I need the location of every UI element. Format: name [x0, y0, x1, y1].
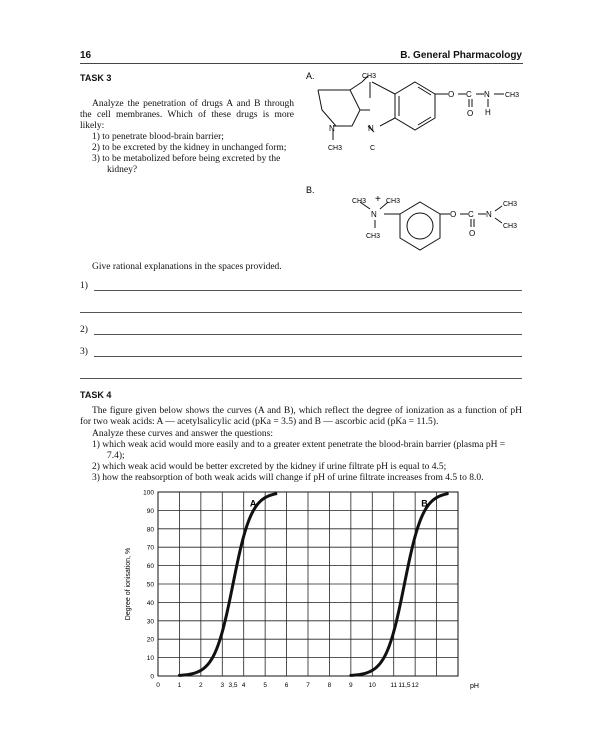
structure-a-diagram: [300, 68, 530, 163]
x-tick-label: 9: [349, 682, 353, 689]
task3-question-1: 1) to penetrate blood-brain barrier;: [92, 132, 224, 142]
x-tick-label: 12: [411, 682, 419, 689]
x-tick-label: 4: [241, 682, 246, 689]
answer-1-line-2[interactable]: [80, 312, 522, 313]
structure-a-atom-ch3-bottom: CH3: [328, 145, 343, 152]
structure-b-atom-plus: +: [375, 194, 381, 205]
y-tick-label: 50: [146, 581, 154, 589]
structure-b-atom-n: N: [486, 210, 492, 219]
x-tick-label: 11,5: [398, 682, 411, 689]
x-tick-label: 2: [199, 682, 203, 689]
series-b-label: B: [421, 498, 428, 509]
x-tick-label: 8: [327, 682, 332, 689]
structure-a-atom-ch3-top: CH3: [362, 73, 377, 80]
task3-intro: Analyze the penetration of drugs A and B through the cell membranes. Which of these drugs is more likely:: [80, 99, 294, 131]
structure-a-atom-ch3-right: CH3: [505, 92, 520, 99]
task4-question-2: 2) which weak acid would be better excreted by the kidney if urine filtrate pH is equal to 4.5;: [92, 462, 447, 472]
structure-b-label: B.: [306, 185, 315, 195]
structure-a-atom-n: N: [484, 90, 490, 99]
answer-3-number: 3): [80, 347, 88, 357]
structure-a-atom-n-left: N: [329, 124, 335, 133]
y-tick-label: 0: [150, 673, 154, 681]
structure-b-atom-ch3-mid: CH3: [386, 198, 401, 205]
task4-question-1: 1) which weak acid would more easily and to a greater extent penetrate the blood-brain barrier (plasma pH = 7.4);: [92, 440, 506, 461]
x-tick-label: 11: [390, 682, 398, 689]
y-tick-label: 30: [146, 618, 154, 626]
structure-b-atom-n-plus: N: [371, 210, 377, 219]
x-axis-label: pH: [470, 683, 479, 690]
x-tick-label: 5: [263, 682, 267, 689]
y-tick-label: 60: [146, 563, 154, 571]
y-axis-label: Degree of ionisation, %: [125, 547, 132, 621]
structure-b-atom-o: O: [450, 210, 457, 219]
ionisation-chart: [118, 484, 500, 700]
task4-intro: The figure given below shows the curves (A and B), which reflect the degree of ionization as a function of pH for two weak acids: A — acetylsalicylic acid (pKa = 3.5) and B — ascorbic acid (pKa = 11.5).: [80, 406, 522, 427]
structure-b-atom-ch3-down: CH3: [503, 223, 518, 230]
page-number: 16: [80, 50, 92, 61]
structure-b-atom-ch3-left: CH3: [352, 198, 367, 205]
series-a-label: A: [249, 498, 257, 509]
section-title: B. General Pharmacology: [400, 50, 522, 61]
series-a-line: [179, 494, 275, 676]
task3-question-list: [92, 132, 294, 176]
task4-question-list: [92, 440, 522, 484]
structure-a-atom-h: H: [485, 108, 491, 117]
structure-a-label: A.: [306, 71, 315, 81]
x-tick-label: 1: [177, 682, 182, 689]
y-tick-label: 40: [146, 599, 154, 607]
structure-b-diagram: [300, 182, 530, 267]
task4-title: TASK 4: [80, 390, 112, 400]
y-tick-label: 20: [146, 636, 154, 644]
x-tick-label: 7: [306, 682, 310, 689]
y-tick-label: 80: [146, 526, 154, 534]
y-tick-label: 100: [143, 489, 154, 497]
structure-a-atom-o-double: O: [467, 109, 474, 118]
answer-1-number: 1): [80, 281, 88, 291]
structure-b-atom-ch3-bottom: CH3: [366, 233, 381, 240]
y-tick-label: 90: [146, 507, 154, 515]
structure-a-atom-o: O: [448, 90, 455, 99]
x-tick-label: 3,5: [228, 682, 238, 689]
answer-2-line[interactable]: [94, 334, 522, 335]
y-tick-label: 70: [146, 544, 154, 552]
task4-question-3: 3) how the reabsorption of both weak acids will change if pH of urine filtrate increases from 4.5 to 8.0.: [92, 473, 484, 483]
series-b-line: [351, 494, 447, 676]
structure-b-atom-ch3-up: CH3: [503, 201, 518, 208]
structure-a-atom-c-bottom: C: [370, 145, 376, 152]
x-tick-label: 0: [156, 682, 160, 689]
answer-2-number: 2): [80, 325, 88, 335]
x-tick-label: 10: [368, 682, 376, 689]
task4-lead: Analyze these curves and answer the questions:: [92, 429, 273, 439]
task3-title: TASK 3: [80, 73, 112, 83]
task3-question-3: 3) to be metabolized before being excreted by the kidney?: [92, 154, 281, 175]
header-rule: [80, 63, 523, 64]
structure-a-atom-c: C: [466, 90, 472, 99]
answer-1-line[interactable]: [94, 290, 522, 291]
structure-b-atom-o-double: O: [469, 229, 476, 238]
structure-a-atom-n-right: N: [368, 124, 374, 133]
x-tick-label: 6: [284, 682, 289, 689]
x-tick-label: 3: [220, 682, 225, 689]
structure-b-atom-c: C: [468, 210, 474, 219]
y-tick-label: 10: [146, 655, 154, 663]
answer-3-line[interactable]: [94, 356, 522, 357]
task3-question-2: 2) to be excreted by the kidney in unchanged form;: [92, 143, 287, 153]
answer-3-line-2[interactable]: [80, 378, 522, 379]
task3-instruction: Give rational explanations in the spaces provided.: [92, 262, 282, 272]
